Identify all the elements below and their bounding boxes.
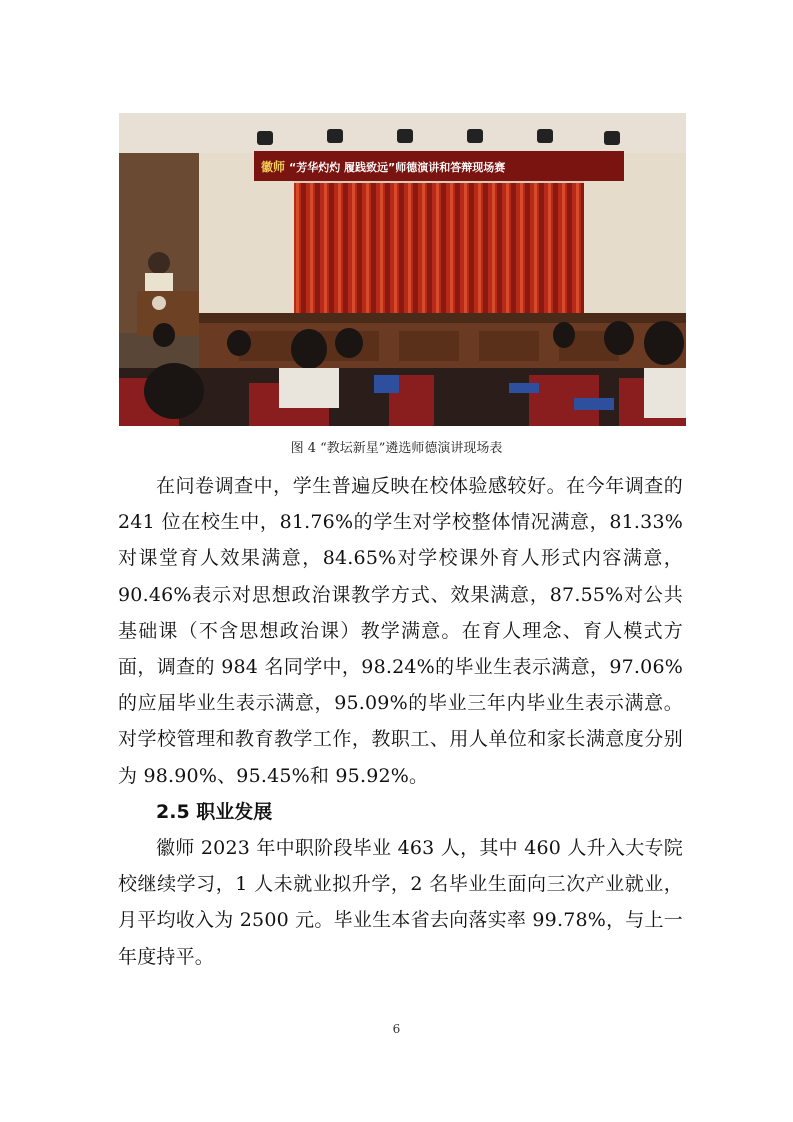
event-photo bbox=[119, 113, 686, 426]
event-photo-illustration bbox=[119, 113, 686, 426]
figure-caption: 图 4 “教坛新星”遴选师德演讲现场表 bbox=[290, 441, 503, 456]
paragraph: 在问卷调查中，学生普遍反映在校体验感较好。在今年调查的 241 位在校生中，81.76%的学生对学校整体情况满意，81.33%对课堂育人效果满意，84.65%对学校课外育人形式内容满意，90.46%表示对思想政治课教学方式、效果满意，87.55%对公共基础课（不含思想政治课）教学满意。在育人理念、育人模式方面，调查的 984 名同学中，98.24%的毕业生表示满意，97.06%的应届毕业生表示满意，95.09%的毕业三年内毕业生表示满意。对学校管理和教育教学工作，教职工、用人单位和家长满意度分别为 98.90%、95.45%和 95.92%。 bbox=[118, 475, 683, 787]
paragraph: 徽师 2023 年中职阶段毕业 463 人，其中 460 人升入大专院校继续学习，1 人未就业拟升学，2 名毕业生面向三次产业就业，月平均收入为 2500 元。毕业生本省去向落实率 99.78%，与上一年度持平。 bbox=[118, 837, 683, 968]
banner-prefix: 徽师 bbox=[261, 160, 286, 174]
banner-text: “芳华灼灼 履践致远”师德演讲和答辩现场赛 bbox=[289, 161, 506, 174]
section-heading: 2.5 职业发展 bbox=[156, 800, 273, 823]
body-text bbox=[118, 468, 683, 975]
page-number: 6 bbox=[392, 1022, 401, 1036]
